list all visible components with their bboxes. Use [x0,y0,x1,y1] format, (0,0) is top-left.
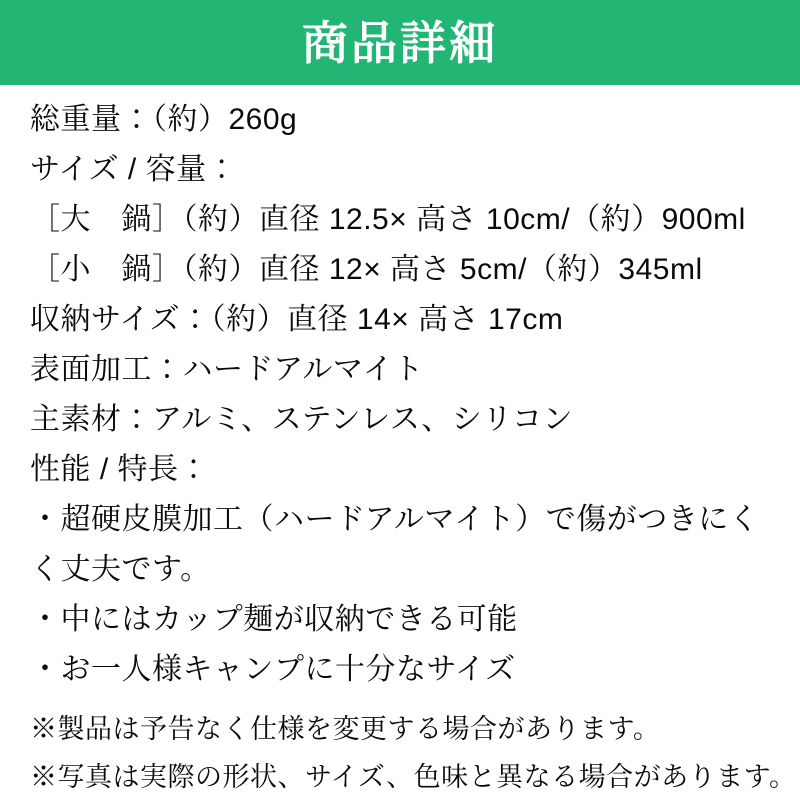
spec-materials: 主素材：アルミ、ステンレス、シリコン [30,403,574,436]
spec-features-label: 性能 / 特長： [30,453,210,486]
feature-solo-camp-size: ・お一人様キャンプに十分なサイズ [30,653,516,686]
spec-storage-size: 収納サイズ：（約）直径 14× 高さ 17cm [30,303,564,336]
spec-total-weight: 総重量：（約）260g [30,103,298,136]
section-header-banner [0,0,800,85]
note-photo-difference: ※写真は実際の形状、サイズ、色味と異なる場合があります。 [30,762,797,792]
section-title: 商品詳細 [302,16,498,69]
product-detail-content [0,85,800,800]
feature-list [30,495,770,695]
disclaimer-notes [30,705,797,800]
spec-large-pot: ［大 鍋］（約）直径 12.5× 高さ 10cm/（約）900ml [30,203,746,236]
spec-small-pot: ［小 鍋］（約）直径 12× 高さ 5cm/（約）345ml [30,253,703,286]
feature-cup-noodle-storage: ・中にはカップ麺が収納できる可能 [30,603,518,636]
spec-size-capacity-label: サイズ / 容量： [30,153,238,186]
spec-list [30,95,770,495]
note-spec-change: ※製品は予告なく仕様を変更する場合があります。 [30,714,661,744]
feature-scratch-resistant: ・超硬皮膜加工（ハードアルマイト）で傷がつきにくく丈夫です。 [30,503,760,586]
spec-surface-finish: 表面加工：ハードアルマイト [30,353,424,386]
